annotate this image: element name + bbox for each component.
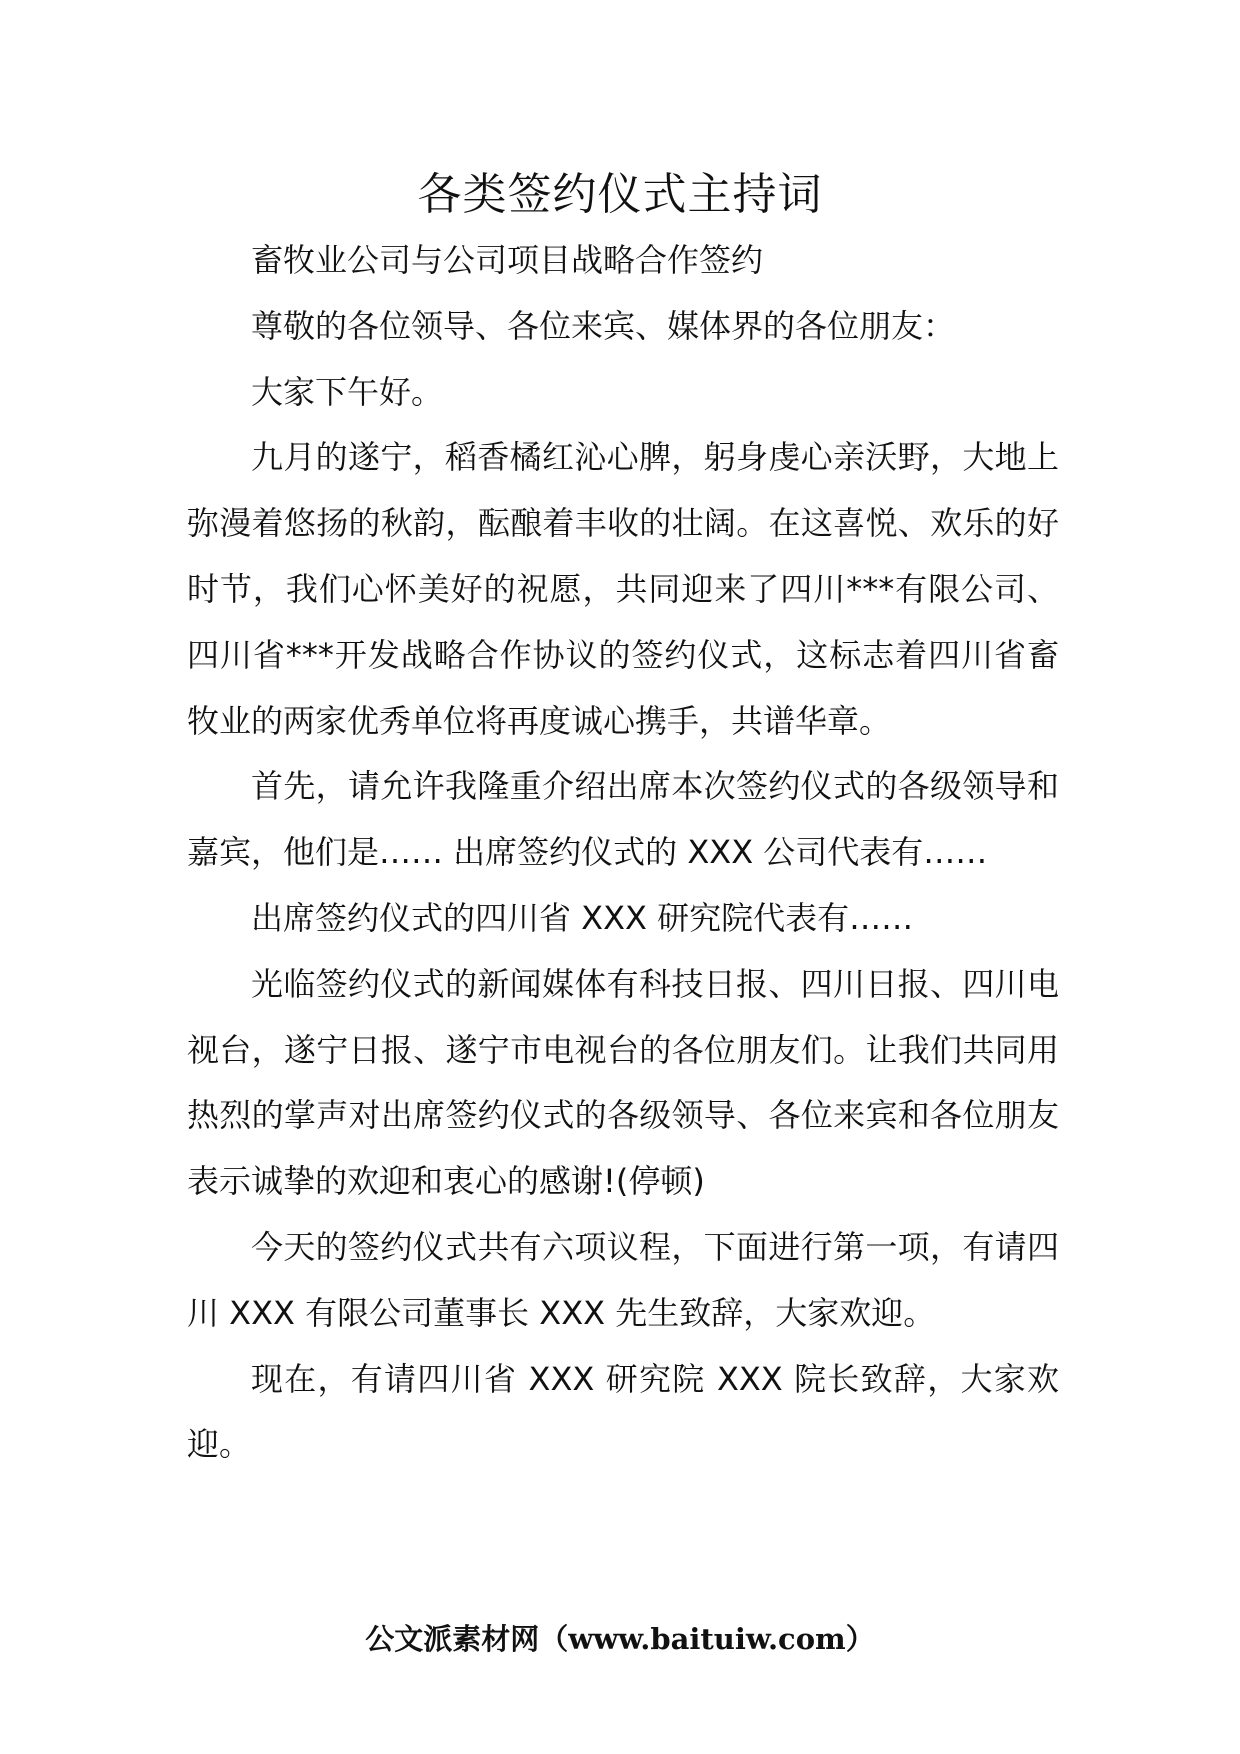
paragraph-subtitle: 畜牧业公司与公司项目战略合作签约 <box>251 241 764 279</box>
paragraph-agenda-first: 今天的签约仪式共有六项议程，下面进行第一项，有请四川 XXX 有限公司董事长 XXX 先生致辞，大家欢迎。 <box>187 1227 1059 1332</box>
paragraph-salutation: 尊敬的各位领导、各位来宾、媒体界的各位朋友： <box>251 306 956 345</box>
paragraph-opening: 九月的遂宁，稻香橘红沁心脾，躬身虔心亲沃野，大地上弥漫着悠扬的秋韵，酝酿着丰收的壮阔。在这喜悦、欢乐的好时节，我们心怀美好的祝愿，共同迎来了四川***有限公司、四川省***开发战略合作协议的签约仪式，这标志着四川省畜牧业的两家优秀单位将再度诚心携手，共谱华章。 <box>187 438 1059 740</box>
document-body <box>187 228 1059 1478</box>
paragraph-media-welcome: 光临签约仪式的新闻媒体有科技日报、四川日报、四川电视台，遂宁日报、遂宁市电视台的各位朋友们。让我们共同用热烈的掌声对出席签约仪式的各级领导、各位来宾和各位朋友表示诚挚的欢迎和衷心的感谢!(停顿) <box>187 964 1059 1201</box>
paragraph-greeting: 大家下午好。 <box>251 372 444 411</box>
document-title: 各类签约仪式主持词 <box>417 169 823 220</box>
paragraph-agenda-second: 现在，有请四川省 XXX 研究院 XXX 院长致辞，大家欢迎。 <box>187 1359 1059 1464</box>
paragraph-introduction: 首先，请允许我隆重介绍出席本次签约仪式的各级领导和嘉宾，他们是…… 出席签约仪式的 XXX 公司代表有…… <box>187 767 1059 872</box>
footer-watermark-text: 公文派素材网（www.baituiw.com） <box>365 1622 875 1656</box>
paragraph-institute-representatives: 出席签约仪式的四川省 XXX 研究院代表有…… <box>251 898 914 937</box>
